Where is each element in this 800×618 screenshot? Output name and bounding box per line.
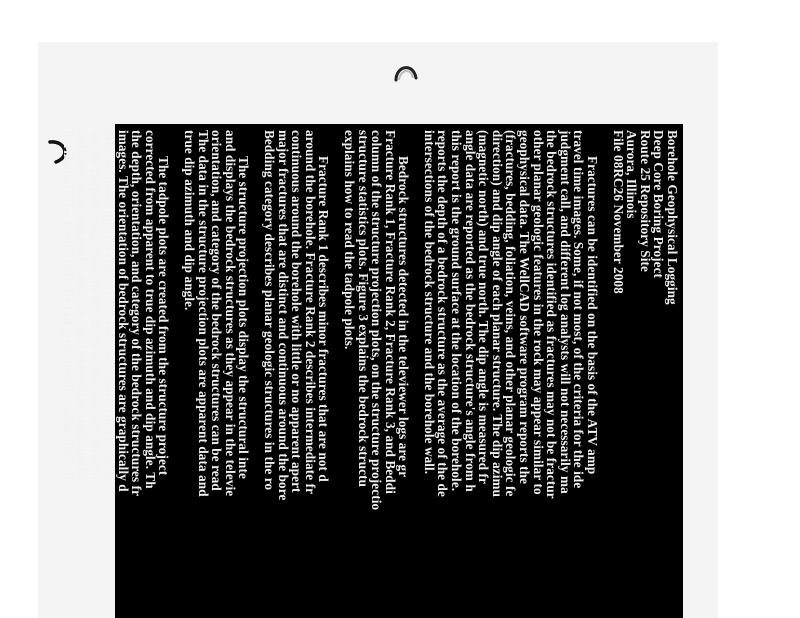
body-line: continuous around the borehole with little or no apparent apert <box>289 130 305 493</box>
body-line: reports the depth of a bedrock structure as the average of the de <box>435 130 451 497</box>
body-line: images. The orientation of bedrock structures are graphically d <box>115 130 131 492</box>
rotated-text-content <box>61 124 683 618</box>
body-line: Fracture Rank 1 describes minor fractures that are not d <box>316 156 332 482</box>
paragraph-structure-projection <box>182 130 250 618</box>
body-line: true dip azimuth and dip angle. <box>182 130 197 311</box>
header-line: Aurora, Illinois <box>624 130 640 219</box>
body-line: corrected from apparent to true dip azimuth and dip angle. Th <box>142 130 158 489</box>
body-line: judgment call, and different log analysts will not necessarily ma <box>557 130 573 494</box>
punch-hole-top <box>393 58 419 86</box>
body-line: indicates a dip angle of 0 and the right side of the track indica <box>74 130 90 484</box>
paragraph-tadpole-plots <box>62 130 171 618</box>
body-line: geophysical data. The WellCAD software program reports the <box>517 130 533 485</box>
body-line: The structure projection plots display the structural inte <box>236 156 252 479</box>
body-line: direction) and dip angle of each planar structure. The dip azimu <box>489 130 505 498</box>
body-line: column of the structure projection plots, on the structure projectio <box>369 130 385 511</box>
body-line: horizontal. The position of the tail gives the dip azimuth of th <box>61 130 77 480</box>
body-line: intersections of the bedrock structure and the borehole wall. <box>421 130 437 475</box>
body-line: tadpole made up of a circle, the head, and a line, the tail. The <box>102 130 118 479</box>
body-line: other planar geologic features in the rock may appear similar to <box>530 130 546 495</box>
body-line: major fractures that are distinct and continuous around the bore <box>275 130 291 501</box>
body-line: structure statistics plots. Figure 3 explains the bedrock structu <box>355 130 371 488</box>
body-line: explains how to read the tadpole plots. <box>341 130 357 350</box>
rotated-text-panel <box>61 124 683 618</box>
body-line: travel time images. Some, if not most, of the criteria for the ide <box>571 130 587 489</box>
body-line: on the tadpole plot, gives the dip angle of the bedrock structur <box>88 130 104 486</box>
body-line: the bedrock structures identified as fractures may not be fractur <box>544 130 560 499</box>
header-line: File 08RC26 November 2008 <box>610 130 626 294</box>
paragraph-fracture-ranks <box>262 130 330 618</box>
body-line: The data in the structure projection plots are apparent data and <box>195 130 211 497</box>
paragraph-bedrock-structures <box>342 130 410 618</box>
body-line: around the borehole. Fracture Rank 2 describes intermediate fr <box>302 130 318 495</box>
body-line: Bedrock structures detected in the televiewer logs are gr <box>396 156 412 478</box>
body-line: Fractures can be identified on the basis of the ATV amp <box>585 156 601 475</box>
header-line: Route 25 Repository Site <box>637 130 653 272</box>
body-line: angle data are reported as the bedrock structure's angle from h <box>462 130 478 492</box>
body-line: this report is the ground surface at the location of the borehole. <box>449 130 465 492</box>
body-line: The tadpole plots are created from the structure project <box>156 156 172 476</box>
body-line: the depth, orientation, and category of the bedrock structures fr <box>129 130 145 497</box>
body-line: (fractures, bedding, foliation, veins, and other planar geologic fe <box>503 130 519 497</box>
body-line: Fracture Rank 1, Fracture Rank 2, Fracture Rank 3, and Beddi <box>382 130 398 494</box>
body-line: and displays the bedrock structures as they appear in the televie <box>222 130 238 497</box>
body-line: Bedding category describes planar geologic structures in the ro <box>261 130 277 491</box>
paragraph-fractures <box>422 130 599 618</box>
header-line: Deep Core Boring Project <box>651 130 667 279</box>
report-header <box>611 130 679 618</box>
header-line: Borehole Geophysical Logging <box>665 130 680 305</box>
body-line: (magnetic north) and true north. The dip angle is measured fr <box>476 130 492 484</box>
body-line: orientation, and category of the bedrock structures can be read <box>209 130 225 491</box>
